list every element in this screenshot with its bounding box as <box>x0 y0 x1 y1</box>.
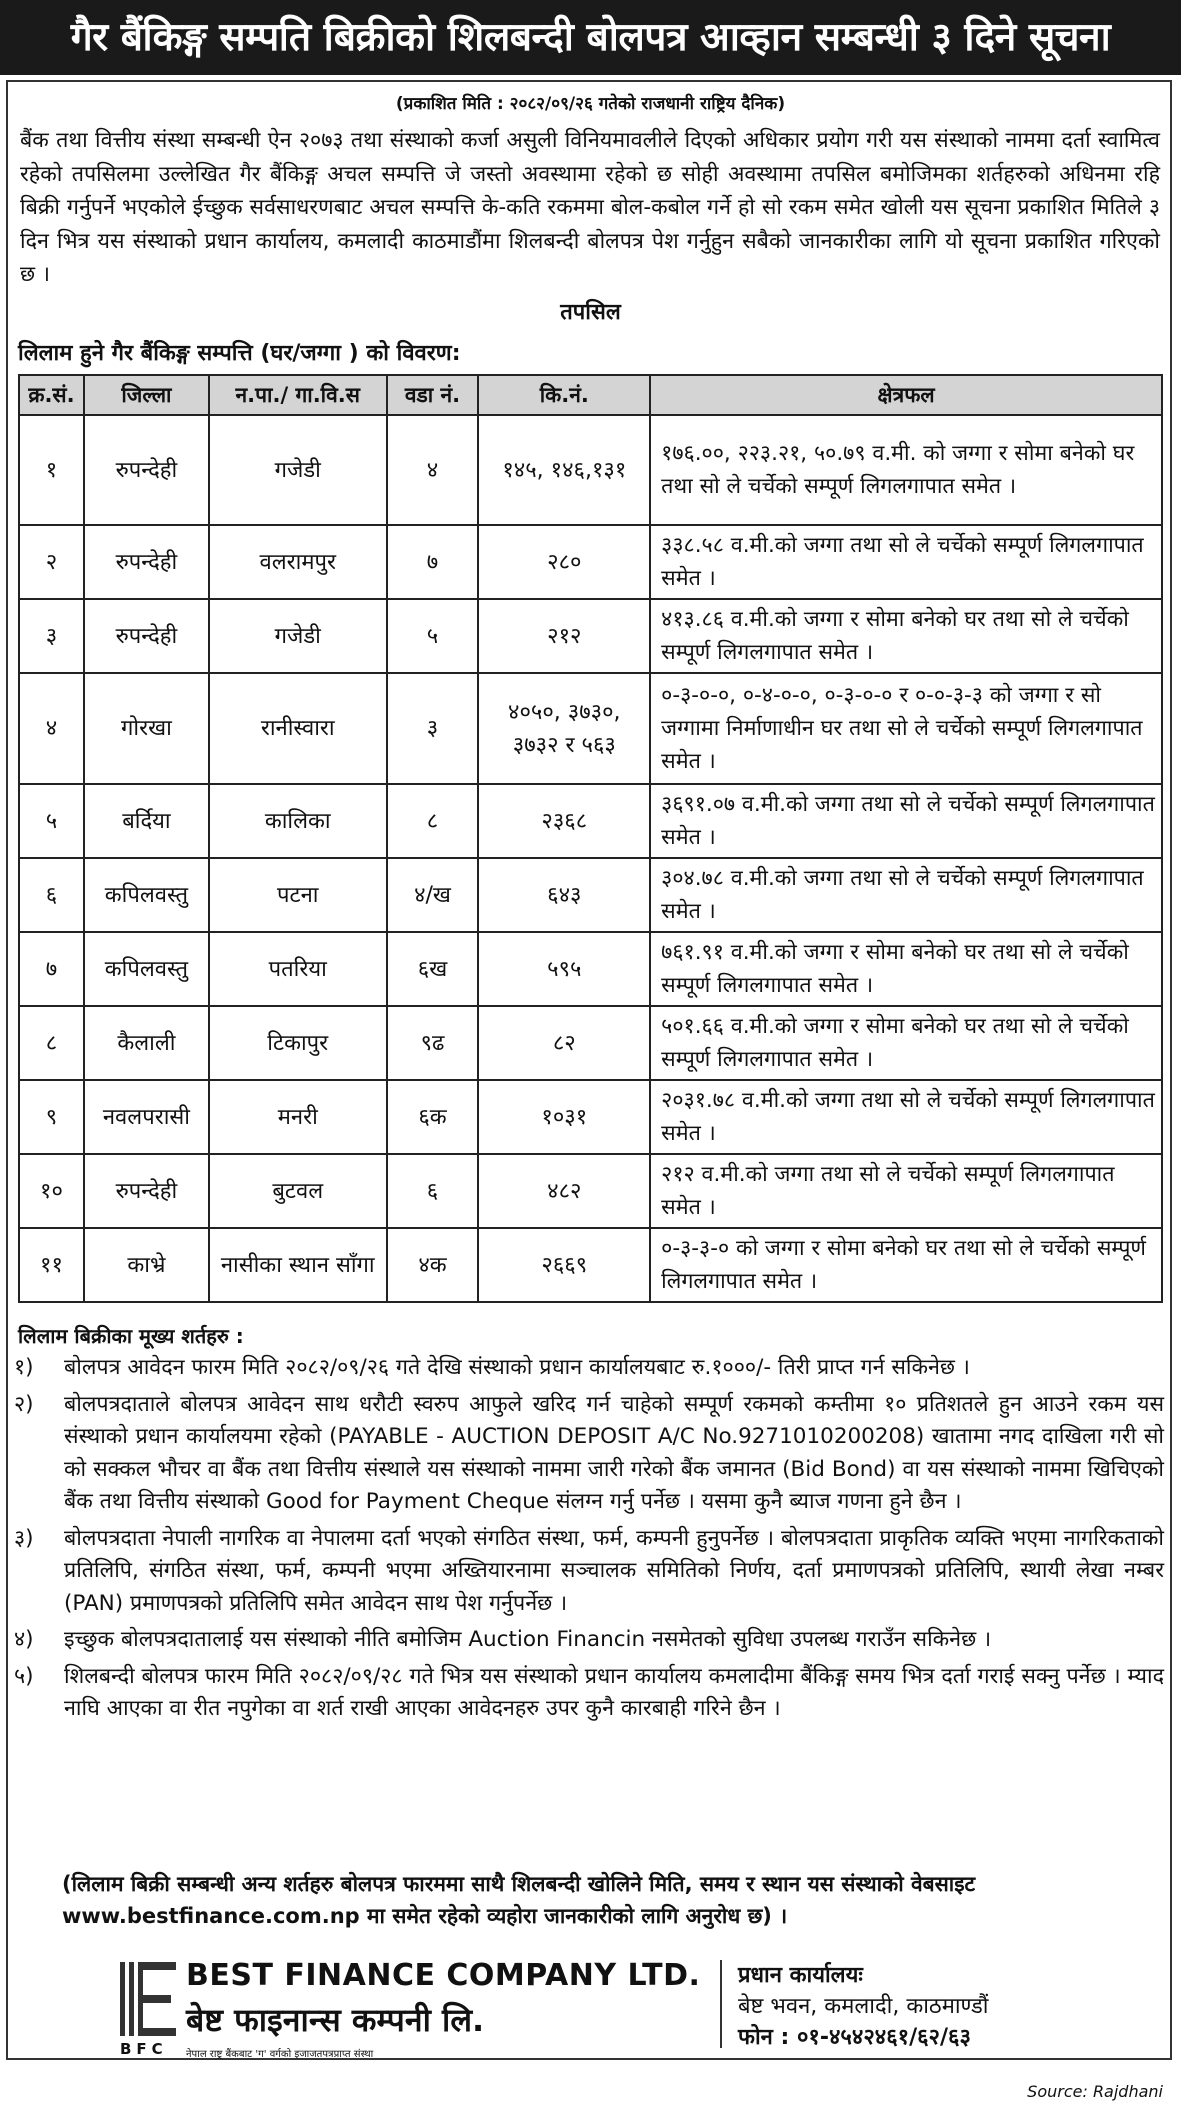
cell-sn: ५ <box>19 784 84 858</box>
cell-sn: ३ <box>19 599 84 673</box>
schedule-heading: तपसिल <box>560 300 621 325</box>
cell-municipality: गजेडी <box>209 415 387 525</box>
cell-sn: १० <box>19 1154 84 1228</box>
intro-paragraph: बैंक तथा वित्तीय संस्था सम्बन्धी ऐन २०७३ तथा संस्थाको कर्जा असुली विनियमावलीले दिएको अधिकार प्रयोग गरी यस संस्थाको नाममा दर्ता स्वामित्व रहेको तपसिलमा उल्लेखित गैर बैंकिङ्ग अचल सम्पत्ति जे जस्तो अवस्थामा रहेको छ सोही अवस्थामा तपसिल बमोजिमका शर्तहरुको अधिनमा रहि बिक्री गर्नुपर्ने भएकोले ईच्छुक सर्वसाधरणबाट अचल सम्पत्ति के-कति रकममा बोल-कबोल गर्ने हो सो रकम समेत खोली यस सूचना प्रकाशित मितिले ३ दिन भित्र यस संस्थाको प्रधान कार्यालय, कमलादी काठमाडौंमा शिलबन्दी बोलपत्र पेश गर्नुहुन सबैको जानकारीका लागि यो सूचना प्रकाशित गरिएको छ । <box>20 128 1160 287</box>
cell-district: कैलाली <box>84 1006 209 1080</box>
cell-sn: २ <box>19 525 84 599</box>
source-credit: Source: Rajdhani <box>1027 2082 1163 2101</box>
cell-kitta: ४८२ <box>478 1154 650 1228</box>
term-number: १) <box>14 1355 34 1380</box>
cell-sn: ७ <box>19 932 84 1006</box>
cell-area: ७६१.९१ व.मी.को जग्गा र सोमा बनेको घर तथा सो ले चर्चेको सम्पूर्ण लिगलगापात समेत । <box>650 932 1162 1006</box>
cell-ward: ६क <box>387 1080 479 1154</box>
cell-kitta: २३६८ <box>478 784 650 858</box>
cell-area: ४१३.८६ व.मी.को जग्गा र सोमा बनेको घर तथा सो ले चर्चेको सम्पूर्ण लिगलगापात समेत । <box>650 599 1162 673</box>
notice-title-banner: गैर बैंकिङ्ग सम्पति बिक्रीको शिलबन्दी बोलपत्र आव्हान सम्बन्धी ३ दिने सूचना <box>0 0 1181 75</box>
cell-sn: ९ <box>19 1080 84 1154</box>
cell-ward: ५ <box>387 599 479 673</box>
cell-municipality: नासीका स्थान साँगा <box>209 1228 387 1302</box>
cell-municipality: रानीस्वारा <box>209 673 387 784</box>
term-text: शिलबन्दी बोलपत्र फारम मिति २०८२/०९/२८ गते भित्र यस संस्थाको प्रधान कार्यालय कमलादीमा बैंकिङ्ग समय भित्र दर्ता गराई सक्नु पर्नेछ । म्याद नाघि आएका वा रीत नपुगेका वा शर्त राखी आएका आवेदनहरु उपर कुनै कारबाही गरिने छैन । <box>64 1663 1164 1721</box>
term-number: २) <box>14 1391 34 1417</box>
cell-area: २०३१.७८ व.मी.को जग्गा तथा सो ले चर्चेको सम्पूर्ण लिगलगापात समेत । <box>650 1080 1162 1154</box>
cell-district: बर्दिया <box>84 784 209 858</box>
terms-list <box>14 1352 1164 1730</box>
header-area: क्षेत्रफल <box>650 375 1162 415</box>
cell-district: नवलपरासी <box>84 1080 209 1154</box>
cell-kitta: २१२ <box>478 599 650 673</box>
cell-kitta: २६६९ <box>478 1228 650 1302</box>
head-office-block <box>738 1960 988 2053</box>
cell-district: रुपन्देही <box>84 525 209 599</box>
table-row <box>19 1154 1162 1228</box>
list-item <box>14 1352 1164 1385</box>
cell-district: रुपन्देही <box>84 599 209 673</box>
table-row <box>19 1080 1162 1154</box>
cell-area: ०-३-३-० को जग्गा र सोमा बनेको घर तथा सो ले चर्चेको सम्पूर्ण लिगलगापात समेत । <box>650 1228 1162 1302</box>
table-row <box>19 1006 1162 1080</box>
cell-municipality: टिकापुर <box>209 1006 387 1080</box>
cell-area: ३३८.५८ व.मी.को जग्गा तथा सो ले चर्चेको सम्पूर्ण लिगलगापात समेत । <box>650 525 1162 599</box>
list-item <box>14 1624 1164 1657</box>
cell-ward: ४क <box>387 1228 479 1302</box>
cell-area: ५०१.६६ व.मी.को जग्गा र सोमा बनेको घर तथा सो ले चर्चेको सम्पूर्ण लिगलगापात समेत । <box>650 1006 1162 1080</box>
header-sn: क्र.सं. <box>19 375 84 415</box>
cell-district: रुपन्देही <box>84 1154 209 1228</box>
license-tagline: नेपाल राष्ट्र बैंकबाट 'ग' वर्गको इजाजतपत्रप्राप्त संस्था <box>186 2049 374 2060</box>
cell-kitta: २८० <box>478 525 650 599</box>
bfc-abbreviation: BFC <box>120 2040 168 2058</box>
cell-area: १७६.००, २२३.२१, ५०.७९ व.मी. को जग्गा र सोमा बनेको घर तथा सो ले चर्चेको सम्पूर्ण लिगलगापात समेत । <box>650 415 1162 525</box>
table-row <box>19 673 1162 784</box>
cell-kitta: ५९५ <box>478 932 650 1006</box>
cell-municipality: कालिका <box>209 784 387 858</box>
cell-ward: ७ <box>387 525 479 599</box>
cell-municipality: पतरिया <box>209 932 387 1006</box>
table-row <box>19 1228 1162 1302</box>
term-text: बोलपत्रदाता नेपाली नागरिक वा नेपालमा दर्ता भएको संगठित संस्था, फर्म, कम्पनी हुनुपर्नेछ । बोलपत्रदाता प्राकृतिक व्यक्ति भएमा नागरिकताको प्रतिलिपि, संगठित संस्था, फर्म, कम्पनी भएमा अख्तियारनामा सञ्चालक समितिको निर्णय, दर्ता प्रमाणपत्रको प्रतिलिपि, स्थायी लेखा नम्बर (PAN) प्रमाणपत्रको प्रतिलिपि समेत आवेदन साथ पेश गर्नुपर्नेछ । <box>64 1525 1164 1616</box>
list-item <box>14 1389 1164 1519</box>
office-address: बेष्ट भवन, कमलादी, काठमाण्डौं <box>738 1994 989 2019</box>
table-row <box>19 525 1162 599</box>
term-number: ३) <box>14 1525 34 1551</box>
cell-district: कपिलवस्तु <box>84 932 209 1006</box>
office-phone: फोन : ०१-४५४२४६१/६२/६३ <box>738 2025 971 2050</box>
cell-area: ०-३-०-०, ०-४-०-०, ०-३-०-० र ०-०-३-३ को जग्गा र सो जग्गामा निर्माणाधीन घर तथा सो ले चर्चेको सम्पूर्ण लिगलगापात समेत । <box>650 673 1162 784</box>
term-text: बोलपत्रदाताले बोलपत्र आवेदन साथ धरौटी स्वरुप आफुले खरिद गर्न चाहेको सम्पूर्ण रकमको कम्तीमा १० प्रतिशतले हुन आउने रकम यस संस्थाको प्रधान कार्यालयमा रहेको (PAYABLE - AUCTION DEPOSIT A/C No.9271010200208) खातामा नगद दाखिला गरी सो को सक्कल भौचर वा बैंक तथा वित्तीय संस्थाले यस संस्थाको नाममा जारी गरेको बैंक जमानत (Bid Bond) वा यस संस्थाको नाममा खिचिएको बैंक तथा वित्तीय संस्थाको Good for Payment Cheque संलग्न गर्नु पर्नेछ । यसमा कुनै ब्याज गणना हुने छैन । <box>64 1391 1164 1514</box>
table-row <box>19 415 1162 525</box>
cell-district: कपिलवस्तु <box>84 858 209 932</box>
cell-area: ३०४.७८ व.मी.को जग्गा तथा सो ले चर्चेको सम्पूर्ण लिगलगापात समेत । <box>650 858 1162 932</box>
term-number: ४) <box>14 1627 34 1652</box>
company-name-nepali: बेष्ट फाइनान्स कम्पनी लि. <box>186 2001 485 2039</box>
cell-municipality: मनरी <box>209 1080 387 1154</box>
cell-area: ३६९१.०७ व.मी.को जग्गा तथा सो ले चर्चेको सम्पूर्ण लिगलगापात समेत । <box>650 784 1162 858</box>
terms-title: लिलाम बिक्रीका मूख्य शर्तहरु : <box>18 1324 244 1348</box>
term-text: इच्छुक बोलपत्रदातालाई यस संस्थाको नीति बमोजिम Auction Financin नसमेतको सुविधा उपलब्ध गराउँन सकिनेछ । <box>64 1627 992 1652</box>
asset-table-title: लिलाम हुने गैर बैंकिङ्ग सम्पत्ति (घर/जग्गा ) को विवरण: <box>18 341 461 366</box>
office-heading: प्रधान कार्यालयः <box>738 1963 863 1988</box>
table-row <box>19 932 1162 1006</box>
cell-kitta: ८२ <box>478 1006 650 1080</box>
cell-district: रुपन्देही <box>84 415 209 525</box>
cell-municipality: गजेडी <box>209 599 387 673</box>
cell-ward: ४/ख <box>387 858 479 932</box>
cell-kitta: ४०५०, ३७३०, ३७३२ र ५६३ <box>478 673 650 784</box>
list-item <box>14 1661 1164 1726</box>
term-text: बोलपत्र आवेदन फारम मिति २०८२/०९/२६ गते देखि संस्थाको प्रधान कार्यालयबाट रु.१०००/- तिरी प्राप्त गर्न सकिनेछ । <box>64 1355 970 1380</box>
cell-kitta: १४५, १४६,१३१ <box>478 415 650 525</box>
cell-ward: ६ख <box>387 932 479 1006</box>
company-name-english: BEST FINANCE COMPANY LTD. <box>186 1958 701 1993</box>
cell-sn: ४ <box>19 673 84 784</box>
cell-kitta: ६४३ <box>478 858 650 932</box>
cell-sn: ८ <box>19 1006 84 1080</box>
term-number: ५) <box>14 1663 34 1689</box>
header-municipality: न.पा./ गा.वि.स <box>209 375 387 415</box>
cell-municipality: बुटवल <box>209 1154 387 1228</box>
cell-ward: ९ढ <box>387 1006 479 1080</box>
cell-district: काभ्रे <box>84 1228 209 1302</box>
cell-sn: ६ <box>19 858 84 932</box>
cell-sn: १ <box>19 415 84 525</box>
cell-sn: ११ <box>19 1228 84 1302</box>
header-kitta: कि.नं. <box>478 375 650 415</box>
cell-ward: ३ <box>387 673 479 784</box>
table-row <box>19 599 1162 673</box>
cell-district: गोरखा <box>84 673 209 784</box>
publication-date: (प्रकाशित मिति : २०८२/०९/२६ गतेको राजधानी राष्ट्रिय दैनिक) <box>395 94 786 114</box>
cell-municipality: वलरामपुर <box>209 525 387 599</box>
asset-table <box>18 374 1163 1303</box>
list-item <box>14 1523 1164 1621</box>
cell-ward: ८ <box>387 784 479 858</box>
footer-divider <box>720 1960 722 2048</box>
cell-area: २१२ व.मी.को जग्गा तथा सो ले चर्चेको सम्पूर्ण लिगलगापात समेत । <box>650 1154 1162 1228</box>
cell-ward: ४ <box>387 415 479 525</box>
header-ward: वडा नं. <box>387 375 479 415</box>
cell-ward: ६ <box>387 1154 479 1228</box>
website-note: (लिलाम बिक्री सम्बन्धी अन्य शर्तहरु बोलपत्र फारममा साथै शिलबन्दी खोलिने मिति, समय र स्थान यस संस्थाको वेबसाइट www.bestfinance.com.np मा समेत रहेको व्यहोरा जानकारीको लागि अनुरोध छ) । <box>62 1872 976 1928</box>
header-district: जिल्ला <box>84 375 209 415</box>
bfc-logo-icon <box>120 1962 176 2036</box>
cell-kitta: १०३१ <box>478 1080 650 1154</box>
cell-municipality: पटना <box>209 858 387 932</box>
table-row <box>19 858 1162 932</box>
table-header-row <box>19 375 1162 415</box>
table-row <box>19 784 1162 858</box>
